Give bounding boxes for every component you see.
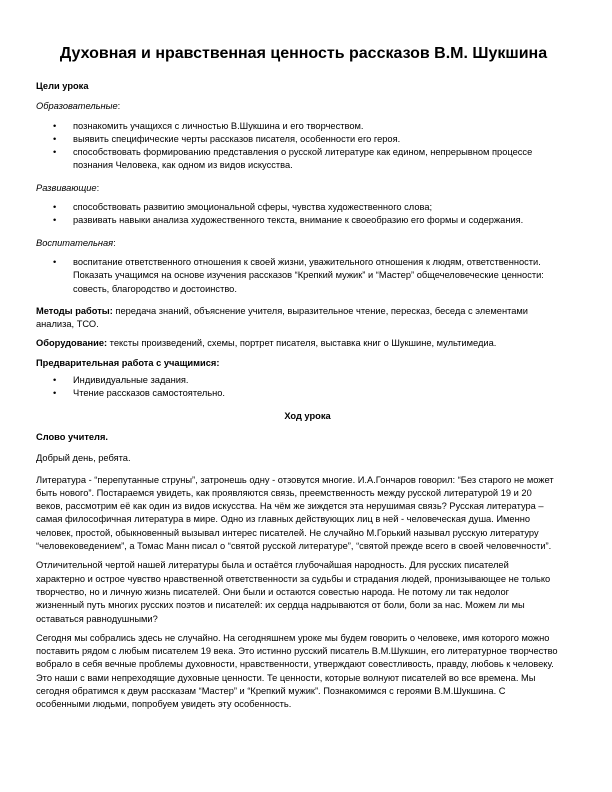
bullet-icon: •: [53, 133, 57, 144]
paragraph-literature: Литература - “перепутанные струны”, затронешь одну - отзовутся многие. И.А.Гончаров говорил: “Без старого не может быть нового”. Постараемся увидеть, как проявляются связь, преемственность между русской литературой 19 и 20 веков, рассмотрим её как один из видов искусства. На чём же зиждется эта нерушимая связь? Русская литература – самая философичная литература в мире. Одно из главных действующих лиц в ней - человеческая душа. Именно человек, простой, обыкновенный вызывал интерес писателей. Не случайно М.Горький называл русскую литературу “человековедением”, а Томас Манн писал о “святой русской литературе”, “святой прежде всего в своей человечности”.: [36, 474, 554, 552]
list-item-text: развивать навыки анализа художественного текста, внимание к своеобразию его формы и содержания.: [73, 215, 524, 226]
paragraph-shukshin: Сегодня мы собрались здесь не случайно. На сегодняшнем уроке мы будем говорить о человеке, имя которого можно поставить рядом с любым писателем 19 века. Это истинно русский писатель В.М.Шукшин, его литературное творчество вобрало в себя вечные проблемы духовности, нравственности, утверждают совестливость, правду, любовь к человеку. Это наши с вами непреходящие духовные ценности. Те ценности, которые волнуют писателей во все времена. Мы сегодня обратимся к двум рассказам “Мастер” и “Крепкий мужик”. Познакомимся с героями В.М.Шукшина. С особенными людьми, попробуем увидеть эту особенность.: [36, 632, 558, 710]
list-item-text: воспитание ответственного отношения к своей жизни, уважительного отношения к людям, ответственности. Показать учащимся на основе изучения рассказов “Крепкий мужик” и “Мастер” общечеловеческие ценности: совесть, благородство и достоинство.: [73, 256, 544, 294]
list-item-text: познакомить учащихся с личностью В.Шукшина и его творчеством.: [73, 120, 364, 131]
paragraph-nationality: Отличительной чертой нашей литературы была и остаётся глубочайшая народность. Для русских писателей характерно и острое чувство нравственной ответственности за судьбы и страдания людей, пронизывающее не только творчество, но и личную жизнь писателей. Они были и остаются совестью народа. Не потому ли так недолог жизненный путь многих русских поэтов и писателей: их сердца надрываются от боли, боли за нас. Можем ли мы оставаться равнодушными?: [36, 560, 551, 624]
bullet-icon: •: [53, 375, 57, 386]
list-item: [36, 133, 559, 146]
list-item-text: Индивидуальные задания.: [73, 375, 189, 386]
methods-paragraph: [36, 305, 559, 332]
teacher-heading: Слово учителя.: [36, 431, 108, 442]
educational-label-text: Образовательные: [36, 101, 118, 112]
list-item: [36, 387, 559, 400]
list-item-text: выявить специфические черты рассказов писателя, особенности его героя.: [73, 133, 401, 144]
upbringing-goals-list: [36, 256, 559, 296]
developmental-label-colon: :: [96, 182, 100, 193]
bullet-icon: •: [53, 215, 57, 226]
bullet-icon: •: [53, 256, 57, 267]
upbringing-label-text: Воспитательная: [36, 237, 114, 248]
list-item-text: способствовать развитию эмоциональной сферы, чувства художественного слова;: [73, 202, 433, 213]
list-item: [36, 120, 559, 133]
paragraph-greeting: Добрый день, ребята.: [36, 453, 131, 464]
prep-heading: Предварительная работа с учащимися:: [36, 357, 220, 368]
document-title: Духовная и нравственная ценность рассказов В.М. Шукшина: [59, 45, 548, 62]
developmental-goals-label: [36, 182, 559, 195]
educational-goals-list: [36, 120, 559, 173]
educational-goals-label: [36, 100, 559, 113]
methods-text: передача знаний, объяснение учителя, выразительное чтение, пересказ, беседа с элементами анализа, ТСО.: [36, 305, 529, 330]
list-item: [36, 214, 559, 227]
equipment-text: тексты произведений, схемы, портрет писателя, выставка книг о Шукшине, мультимедиа.: [107, 338, 497, 349]
equipment-label: Оборудование:: [36, 338, 108, 349]
list-item: [36, 256, 559, 296]
bullet-icon: •: [53, 120, 57, 131]
bullet-icon: •: [53, 202, 57, 213]
equipment-paragraph: [36, 337, 559, 350]
list-item: [36, 374, 559, 387]
educational-label-colon: :: [117, 101, 121, 112]
lesson-heading: Ход урока: [284, 410, 331, 421]
list-item-text: Чтение рассказов самостоятельно.: [73, 388, 225, 399]
bullet-icon: •: [53, 388, 57, 399]
bullet-icon: •: [53, 147, 57, 158]
methods-label: Методы работы:: [36, 305, 113, 316]
developmental-goals-list: [36, 201, 559, 228]
goals-heading: Цели урока: [36, 81, 89, 91]
prep-list: [36, 374, 559, 401]
developmental-label-text: Развивающие: [36, 182, 97, 193]
list-item: [36, 201, 559, 214]
upbringing-label-colon: :: [113, 237, 116, 248]
list-item: [36, 146, 559, 173]
list-item-text: способствовать формированию представления о русской литературе как едином, непрерывном процессе познания Человека, как одном из видов искусства.: [73, 147, 533, 171]
upbringing-goals-label: [36, 237, 559, 250]
